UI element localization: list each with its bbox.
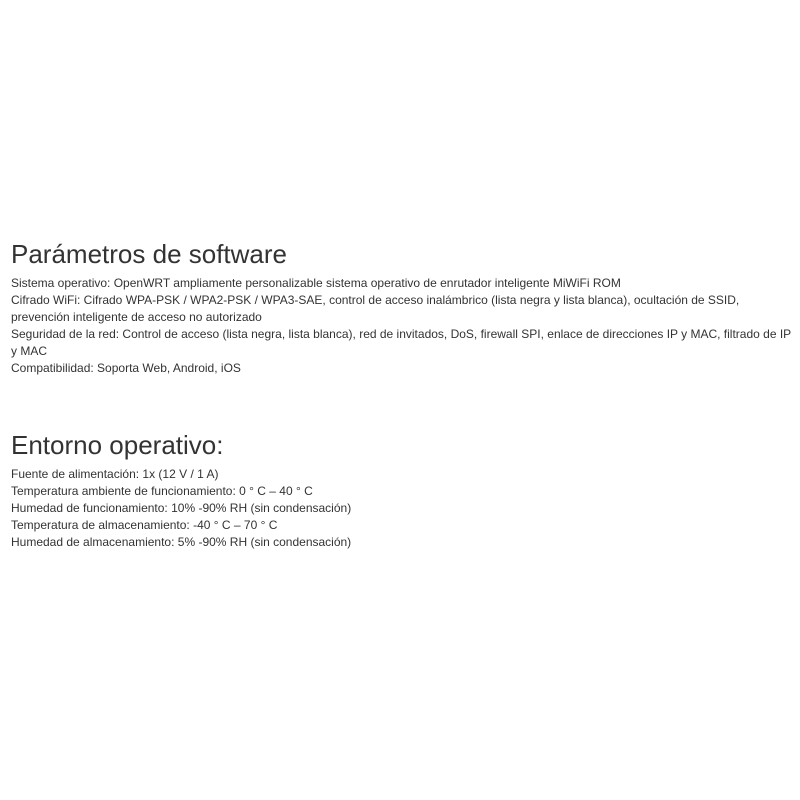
spec-power-supply: Fuente de alimentación: 1x (12 V / 1 A) <box>11 467 219 481</box>
environment-spec-list <box>11 466 793 551</box>
spec-operating-system: Sistema operativo: OpenWRT ampliamente personalizable sistema operativo de enrutador inteligente MiWiFi ROM <box>11 276 621 290</box>
spec-network-security: Seguridad de la red: Control de acceso (lista negra, lista blanca), red de invitados, DoS, firewall SPI, enlace de direcciones IP y MAC, filtrado de IP y MAC <box>11 327 791 358</box>
software-parameters-heading: Parámetros de software <box>11 239 288 269</box>
spec-compatibility: Compatibilidad: Soporta Web, Android, iOS <box>11 361 241 375</box>
software-parameters-section <box>11 238 793 377</box>
spec-operating-temperature: Temperatura ambiente de funcionamiento: 0 ° C – 40 ° C <box>11 484 313 498</box>
spec-operating-humidity: Humedad de funcionamiento: 10% -90% RH (sin condensación) <box>11 501 352 515</box>
software-spec-list <box>11 275 793 377</box>
spec-storage-humidity: Humedad de almacenamiento: 5% -90% RH (sin condensación) <box>11 535 352 549</box>
spec-storage-temperature: Temperatura de almacenamiento: -40 ° C – 70 ° C <box>11 518 278 532</box>
operating-environment-heading: Entorno operativo: <box>11 430 224 460</box>
spec-wifi-encryption: Cifrado WiFi: Cifrado WPA-PSK / WPA2-PSK / WPA3-SAE, control de acceso inalámbrico (lista negra y lista blanca), ocultación de SSID, prevención inteligente de acceso no autorizado <box>11 293 740 324</box>
operating-environment-section <box>11 429 793 551</box>
